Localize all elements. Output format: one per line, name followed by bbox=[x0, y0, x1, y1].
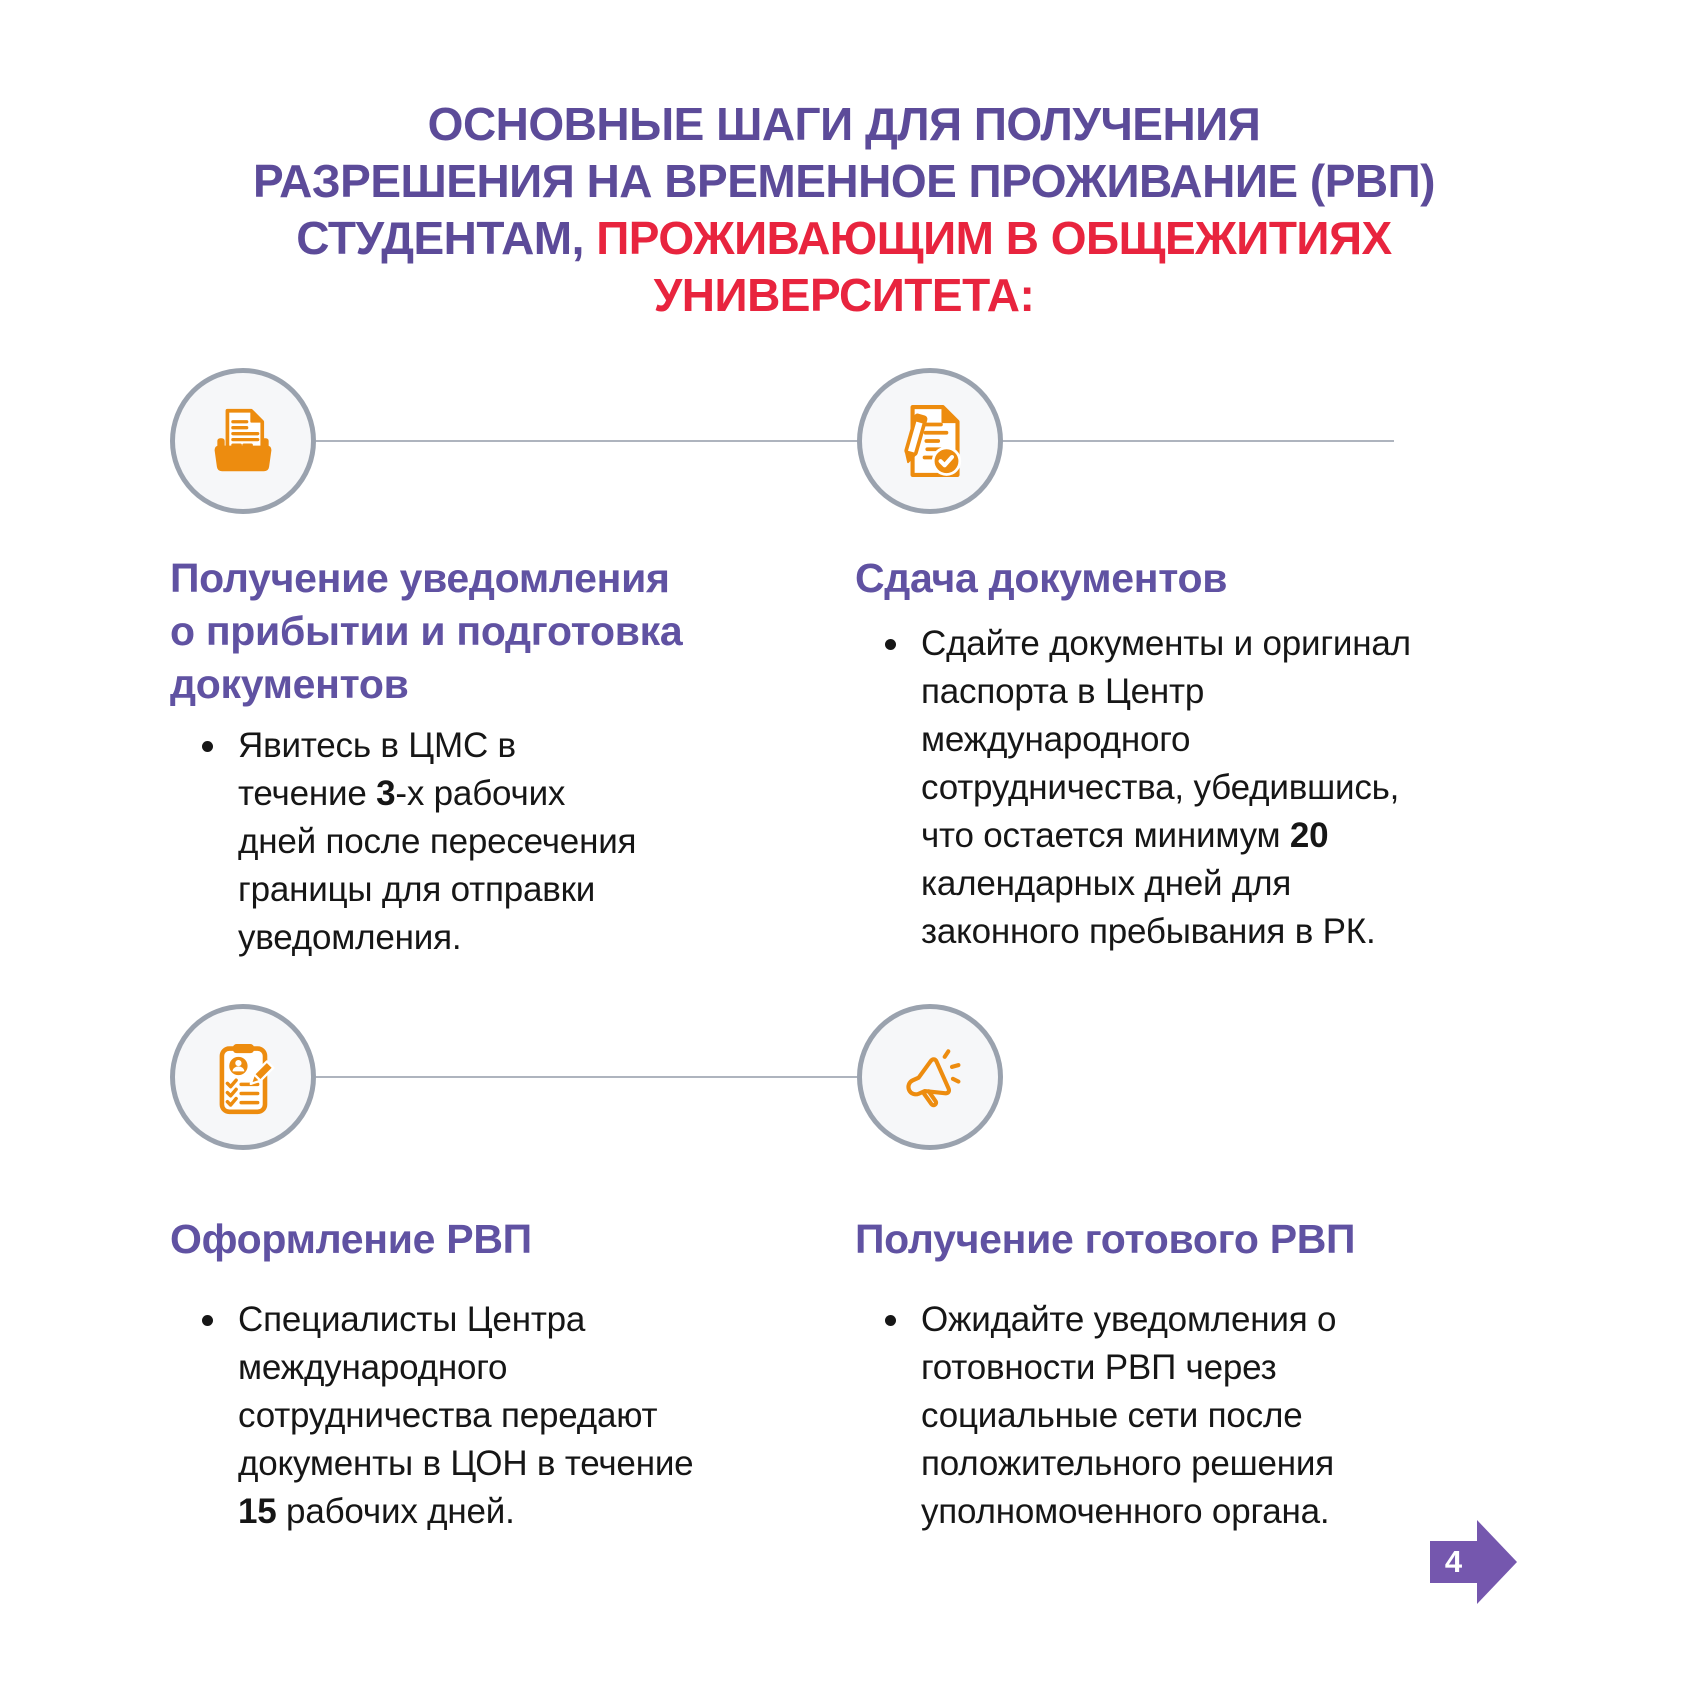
step3-icon-circle bbox=[170, 1004, 316, 1150]
step-connector-line-row2 bbox=[316, 1076, 857, 1078]
step1-bullet bbox=[172, 722, 652, 962]
step2-bullet-text: календарных дней для законного пребывания в РК. bbox=[921, 864, 1376, 951]
document-check-icon bbox=[886, 397, 974, 485]
step1-bullet-text: Явитесь в ЦМС в течение bbox=[238, 726, 516, 813]
step1-bullet-bold: 3 bbox=[376, 774, 396, 813]
step4-heading bbox=[855, 1213, 1455, 1266]
step3-heading-line: Оформление РВП bbox=[170, 1216, 532, 1262]
step4-icon-circle bbox=[857, 1004, 1003, 1150]
bullet-dot bbox=[885, 639, 896, 650]
step1-heading-line: документов bbox=[170, 661, 409, 707]
bullet-dot bbox=[202, 741, 213, 752]
page-title bbox=[0, 96, 1688, 324]
step1-icon-circle bbox=[170, 368, 316, 514]
bullet-dot bbox=[885, 1315, 896, 1326]
clipboard-checklist-icon bbox=[199, 1033, 287, 1121]
step2-heading-line: Сдача документов bbox=[855, 555, 1228, 601]
document-folder-icon bbox=[199, 397, 287, 485]
step1-bullet-text: -х рабочих дней после пересечения границы для отправки уведомления. bbox=[238, 774, 637, 957]
title-line-1: ОСНОВНЫЕ ШАГИ ДЛЯ ПОЛУЧЕНИЯ bbox=[427, 98, 1261, 150]
step1-heading-line: Получение уведомления bbox=[170, 555, 670, 601]
step3-bullet-bold: 15 bbox=[238, 1492, 277, 1531]
step4-heading-line: Получение готового РВП bbox=[855, 1216, 1356, 1262]
step1-heading-line: о прибытии и подготовка bbox=[170, 608, 683, 654]
title-line-2: РАЗРЕШЕНИЯ НА ВРЕМЕННОЕ ПРОЖИВАНИЕ (РВП) bbox=[253, 155, 1435, 207]
title-line-3 bbox=[0, 210, 1688, 267]
step2-bullet-text: Сдайте документы и оригинал паспорта в Центр международного сотрудничества, убедившись, что остается минимум bbox=[921, 624, 1411, 855]
step4-bullet-text: Ожидайте уведомления о готовности РВП через социальные сети после положительного решения уполномоченного органа. bbox=[921, 1300, 1337, 1531]
title-line-3-purple: СТУДЕНТАМ, bbox=[296, 212, 597, 264]
step3-bullet-text: рабочих дней. bbox=[276, 1492, 515, 1531]
page-number: 4 bbox=[1430, 1541, 1477, 1583]
step-connector-line-row1 bbox=[316, 440, 1394, 442]
step3-heading bbox=[170, 1213, 730, 1266]
megaphone-icon bbox=[886, 1033, 974, 1121]
step2-bullet bbox=[855, 620, 1415, 956]
title-line-3-red: ПРОЖИВАЮЩИМ В ОБЩЕЖИТИЯХ bbox=[596, 212, 1392, 264]
step2-bullet-bold: 20 bbox=[1289, 816, 1329, 855]
step3-bullet bbox=[172, 1296, 717, 1536]
step3-bullet-text: Специалисты Центра международного сотрудничества передают документы в ЦОН в течение bbox=[238, 1300, 694, 1483]
arrow-right-icon bbox=[1477, 1520, 1517, 1604]
step2-icon-circle bbox=[857, 368, 1003, 514]
step4-bullet bbox=[855, 1296, 1400, 1536]
next-page-arrow[interactable] bbox=[1430, 1520, 1520, 1604]
bullet-dot bbox=[202, 1315, 213, 1326]
step2-heading bbox=[855, 552, 1415, 605]
step1-heading bbox=[170, 552, 730, 711]
title-line-4: УНИВЕРСИТЕТА: bbox=[653, 269, 1035, 321]
